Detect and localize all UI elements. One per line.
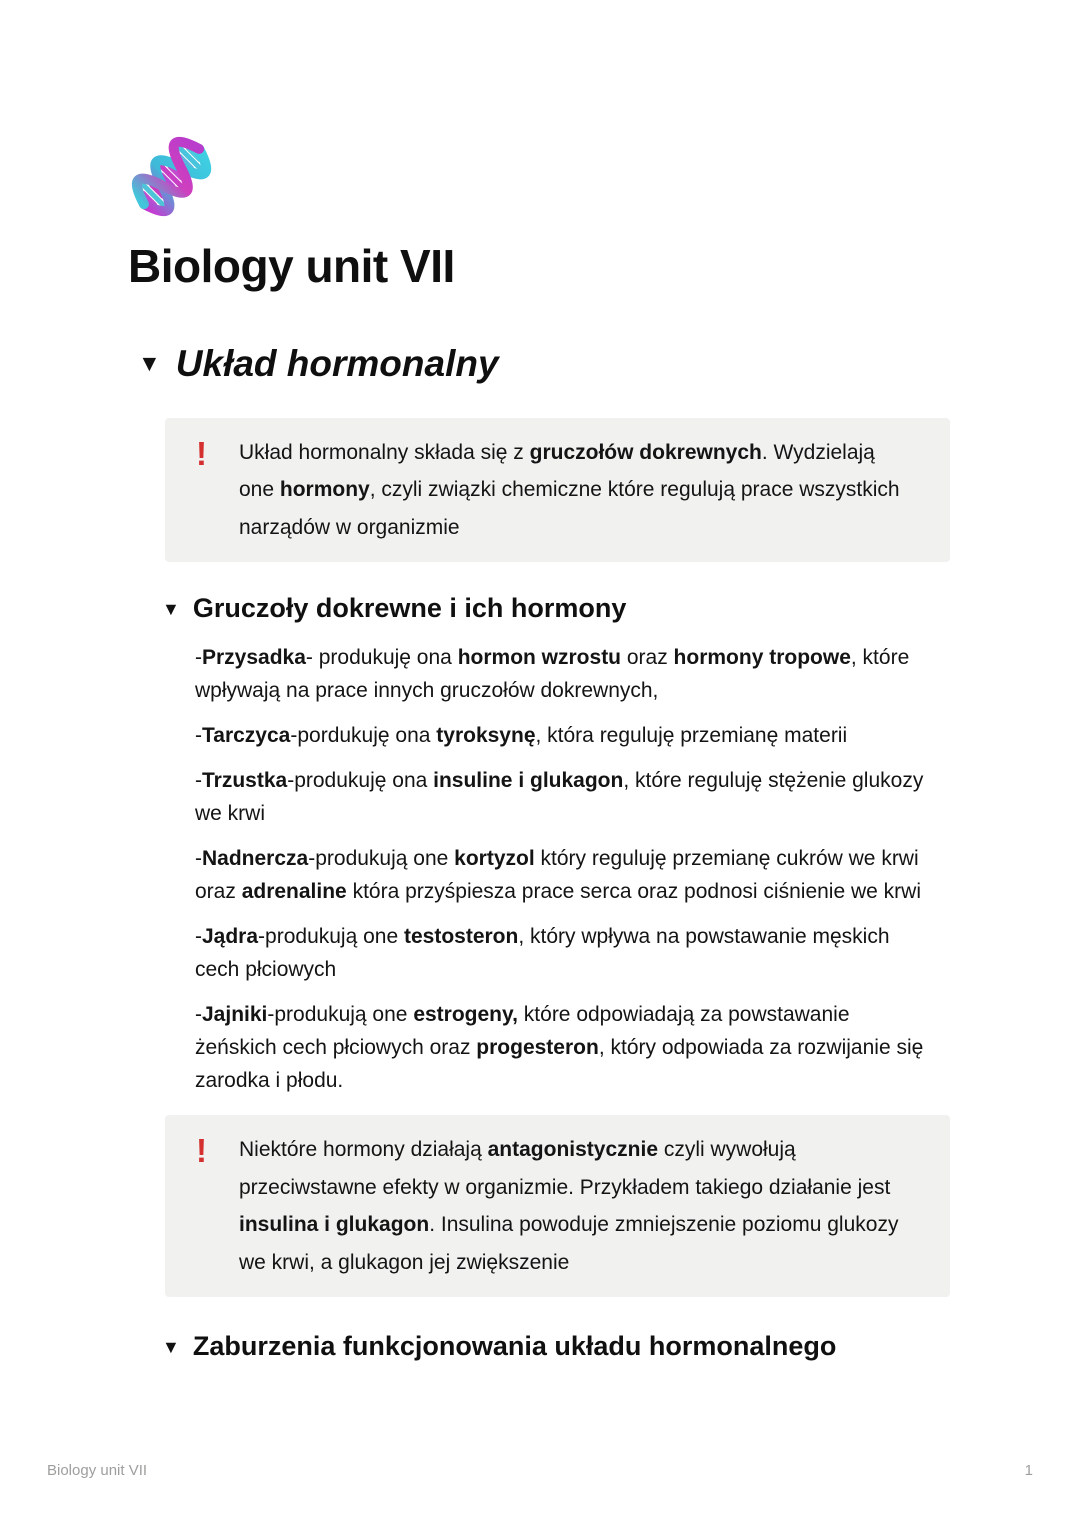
toggle-triangle-icon[interactable]: ▼ <box>138 350 161 377</box>
toggle-gruczoly-dokrewne[interactable] <box>162 593 950 624</box>
gland-item-trzustka: -Trzustka-produkuję ona insuline i glukagon, które reguluję stężenie glukozy we krwi <box>195 769 924 826</box>
page-title: Biology unit VII <box>128 240 455 292</box>
toggle-triangle-icon[interactable]: ▼ <box>162 598 180 619</box>
gland-item-jajniki: -Jajniki-produkują one estrogeny, które odpowiadają za powstawanie żeńskich cech płciowych oraz progesteron, który odpowiada za rozwijanie się zarodka i płodu. <box>195 1003 924 1093</box>
footer-doc-title: Biology unit VII <box>47 1462 148 1479</box>
gland-item-jadra: -Jądra-produkują one testosteron, który wpływa na powstawanie męskich cech płciowych <box>195 925 890 982</box>
heading-gruczoly-dokrewne: Gruczoły dokrewne i ich hormony <box>192 593 627 624</box>
dna-icon <box>118 130 218 230</box>
gland-item-przysadka: -Przysadka- produkuję ona hormon wzrostu oraz hormony tropowe, które wpływają na prace innych gruczołów dokrewnych, <box>195 646 910 703</box>
heading-zaburzenia: Zaburzenia funkcjonowania układu hormonalnego <box>192 1331 837 1362</box>
dna-icon <box>118 130 218 230</box>
toggle-zaburzenia[interactable] <box>162 1331 950 1362</box>
callout-intro <box>165 418 950 563</box>
toggle-uklad-hormonalny[interactable] <box>138 343 950 385</box>
callout-antagonist-text: Niektóre hormony działają antagonistycznie czyli wywołują przeciwstawne efekty w organizmie. Przykładem takiego działanie jest insulina i glukagon. Insulina powoduje zmniejszenie poziomu glukozy we krwi, a glukagon jej zwiększenie <box>239 1138 899 1274</box>
gland-item-tarczyca: -Tarczyca-pordukuję ona tyroksynę, która reguluję przemianę materii <box>195 724 848 748</box>
toggle-triangle-icon[interactable]: ▼ <box>162 1336 180 1357</box>
exclamation-icon: ! <box>196 434 207 472</box>
heading-uklad-hormonalny: Układ hormonalny <box>175 342 499 384</box>
page-content <box>128 0 950 1362</box>
gland-item-nadnercza: -Nadnercza-produkują one kortyzol który reguluję przemianę cukrów we krwi oraz adrenaline która przyśpiesza prace serca oraz podnosi ciśnienie we krwi <box>195 847 921 904</box>
gland-list <box>195 641 932 1097</box>
exclamation-icon: ! <box>196 1132 207 1170</box>
footer-page-number: 1 <box>1024 1462 1033 1479</box>
callout-intro-text: Układ hormonalny składa się z gruczołów dokrewnych. Wydzielają one hormony, czyli związki chemiczne które regulują prace wszystkich narządów w organizmie <box>239 440 900 539</box>
callout-antagonist <box>165 1115 950 1297</box>
